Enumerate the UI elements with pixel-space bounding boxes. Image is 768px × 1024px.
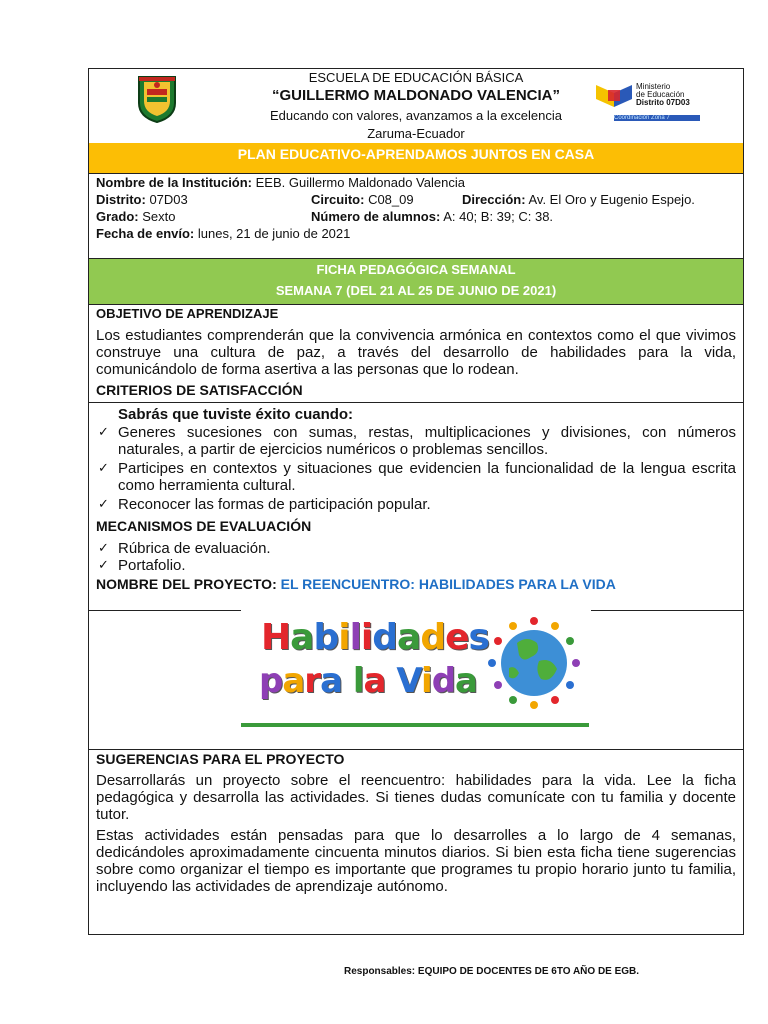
- sugerencias-p2: Estas actividades están pensadas para que lo desarrolles a lo largo de 4 semanas, dedicándoles aproximadamente cincuenta minutos diarios. Si bien esta ficha tiene sugerencias sobre como organizar el tiempo es importante que programes tu propio horario junto tu familia, incluyendo las actividades de aprendizaje autónomo.: [96, 827, 736, 895]
- banner-underline: [241, 723, 589, 727]
- info-circuito: Circuito: C08_09: [311, 192, 414, 207]
- project-banner-image: [241, 611, 591, 731]
- info-distrito: Distrito: 07D03: [96, 192, 188, 207]
- school-motto: Educando con valores, avanzamos a la excelencia: [270, 108, 562, 123]
- ministry-line3: Distrito 07D03: [636, 98, 690, 107]
- banner-line2: para la Vida: [259, 661, 477, 701]
- info-grado: Grado: Sexto: [96, 209, 176, 224]
- school-location: Zaruma-Ecuador: [367, 126, 465, 141]
- check-icon: ✓: [98, 460, 109, 475]
- sugerencias-heading: SUGERENCIAS PARA EL PROYECTO: [96, 751, 345, 767]
- footer-responsables: Responsables: EQUIPO DE DOCENTES DE 6TO AÑO DE EGB.: [344, 966, 640, 977]
- check-icon: ✓: [98, 540, 109, 555]
- sugerencias-p1: Desarrollarás un proyecto sobre el reencuentro: habilidades para la vida. Lee la ficha pedagógica y desarrolla las actividades. Si tienes dudas comunícate con tu familia y docente tutor.: [96, 772, 736, 823]
- globe-children-icon: [479, 613, 589, 713]
- proyecto-name: EL REENCUENTRO: HABILIDADES PARA LA VIDA: [280, 576, 616, 592]
- mecanismo-item: Rúbrica de evaluación.: [118, 540, 271, 557]
- info-fecha: Fecha de envío: lunes, 21 de junio de 2021: [96, 226, 351, 241]
- document-frame: [88, 68, 744, 935]
- ministry-flag-icon: [594, 81, 634, 111]
- plan-title-band: [89, 143, 743, 173]
- criterio-item: Generes sucesiones con sumas, restas, multiplicaciones y divisiones, con números naturales, a partir de ejercicios numéricos o problemas sencillos.: [118, 424, 736, 458]
- ficha-band: [89, 259, 743, 304]
- banner-line1: Habilidades: [261, 617, 489, 658]
- check-icon: ✓: [98, 424, 109, 439]
- ministry-line1: Ministerio: [636, 82, 671, 91]
- mecanismos-heading: MECANISMOS DE EVALUACIÓN: [96, 518, 312, 534]
- check-icon: ✓: [98, 496, 109, 511]
- school-type: ESCUELA DE EDUCACIÓN BÁSICA: [308, 70, 524, 85]
- ministry-line2: de Educación: [636, 90, 685, 99]
- criterios-heading: CRITERIOS DE SATISFACCIÓN: [96, 382, 303, 398]
- info-alumnos: Número de alumnos: A: 40; B: 39; C: 38.: [311, 209, 554, 224]
- criterios-intro: Sabrás que tuviste éxito cuando:: [118, 406, 354, 423]
- proyecto-line: NOMBRE DEL PROYECTO: EL REENCUENTRO: HABILIDADES PARA LA VIDA: [96, 576, 616, 592]
- info-institucion: Nombre de la Institución: EEB. Guillermo Maldonado Valencia: [96, 175, 465, 190]
- plan-title: PLAN EDUCATIVO-APRENDAMOS JUNTOS EN CASA: [237, 146, 595, 162]
- ministry-logo: [594, 79, 704, 123]
- school-name: “GUILLERMO MALDONADO VALENCIA”: [271, 87, 561, 104]
- criterio-item: Reconocer las formas de participación popular.: [118, 496, 431, 513]
- mecanismo-item: Portafolio.: [118, 557, 186, 574]
- criterio-item: Participes en contextos y situaciones que evidencien la funcionalidad de la lengua escrita como herramienta cultural.: [118, 460, 736, 494]
- objetivo-heading: OBJETIVO DE APRENDIZAJE: [96, 306, 279, 321]
- ministry-line4: Coordinación Zona 7: [614, 115, 700, 121]
- ficha-title: FICHA PEDAGÓGICA SEMANAL: [316, 262, 516, 277]
- ficha-week: SEMANA 7 (DEL 21 AL 25 DE JUNIO DE 2021): [275, 283, 557, 298]
- info-direccion: Dirección: Av. El Oro y Eugenio Espejo.: [462, 192, 695, 207]
- check-icon: ✓: [98, 557, 109, 572]
- objetivo-text: Los estudiantes comprenderán que la convivencia armónica en contextos como el que vivimos construye una cultura de paz, a través del desarrollo de habilidades para la vida, comunicándolo de forma asertiva a las personas que lo rodean.: [96, 327, 736, 378]
